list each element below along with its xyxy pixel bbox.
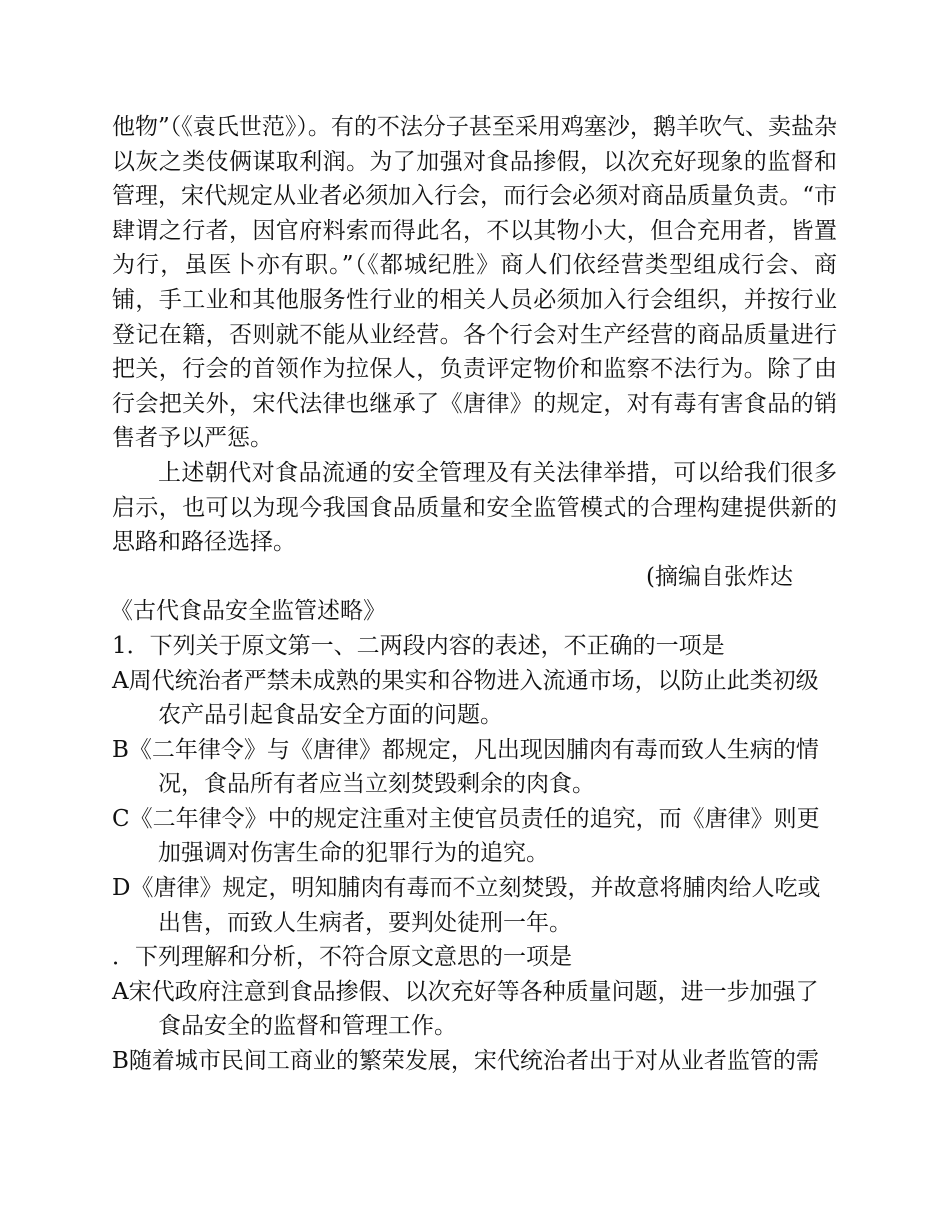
option-letter: D [112, 875, 131, 902]
document-page [112, 110, 837, 1079]
source-citation-line-2: 《古代食品安全监管述略》 [110, 598, 386, 625]
source-citation-line-1: (摘编自张炸达 [646, 563, 793, 590]
option-text: 《二年律令》中的规定注重对主使官员责任的追究，而《唐律》则更加强调对伤害生命的犯罪行为的追究。 [129, 805, 820, 867]
body-paragraph-2: 上述朝代对食品流通的安全管理及有关法律举措，可以给我们很多启示，也可以为现今我国食品质量和安全监管模式的合理构建提供新的思路和路径选择。 [112, 459, 837, 556]
question-1-option-c [112, 802, 837, 871]
option-letter: B [112, 736, 129, 763]
option-letter: B [112, 1048, 129, 1075]
option-text: 《二年律令》与《唐律》都规定，凡出现因脯肉有毒而致人生病的情况，食品所有者应当立刻焚毁剩余的肉食。 [128, 736, 819, 798]
question-2-stem: ．下列理解和分析，不符合原文意思的一项是 [112, 944, 572, 971]
body-paragraph-1: 他物”（《袁氏世范》）。有的不法分子甚至采用鸡塞沙，鹅羊吹气、卖盐杂以灰之类伎俩谋取利润。为了加强对食品掺假，以次充好现象的监督和管理，宋代规定从业者必须加入行会，而行会必须对商品质量负责。“市肆谓之行者，因官府料索而得此名，不以其物小大，但合充用者，皆置为行，虽医卜亦有职。”（《都城纪胜》商人们依经营类型组成行会、商铺，手工业和其他服务性行业的相关人员必须加入行会组织，并按行业登记在籍，否则就不能从业经营。各个行会对生产经营的商品质量进行把关，行会的首领作为拉保人，负责评定物价和监察不法行为。除了由行会把关外，宋代法律也继承了《唐律》的规定，对有毒有害食品的销售者予以严惩。 [112, 114, 837, 452]
question-2-option-b [112, 1044, 837, 1079]
question-1-option-b [112, 733, 837, 802]
option-letter: A [112, 667, 129, 694]
question-1-option-d [112, 871, 837, 940]
option-letter: C [112, 805, 130, 832]
option-text: 宋代政府注意到食品掺假、以次充好等各种质量问题，进一步加强了食品安全的监督和管理工作。 [128, 978, 819, 1040]
option-text: 周代统治者严禁未成熟的果实和谷物进入流通市场，以防止此类初级农产品引起食品安全方面的问题。 [128, 667, 819, 729]
option-text: 随着城市民间工商业的繁荣发展，宋代统治者出于对从业者监管的需 [128, 1048, 819, 1075]
option-text: 《唐律》规定，明知脯肉有毒而不立刻焚毁，并故意将脯肉给人吃或出售，而致人生病者，要判处徒刑一年。 [130, 875, 821, 936]
question-1-option-a [112, 664, 837, 733]
question-2-option-a [112, 975, 837, 1044]
option-letter: A [112, 978, 129, 1005]
question-1-stem: 1．下列关于原文第一、二两段内容的表述，不正确的一项是 [112, 632, 725, 659]
